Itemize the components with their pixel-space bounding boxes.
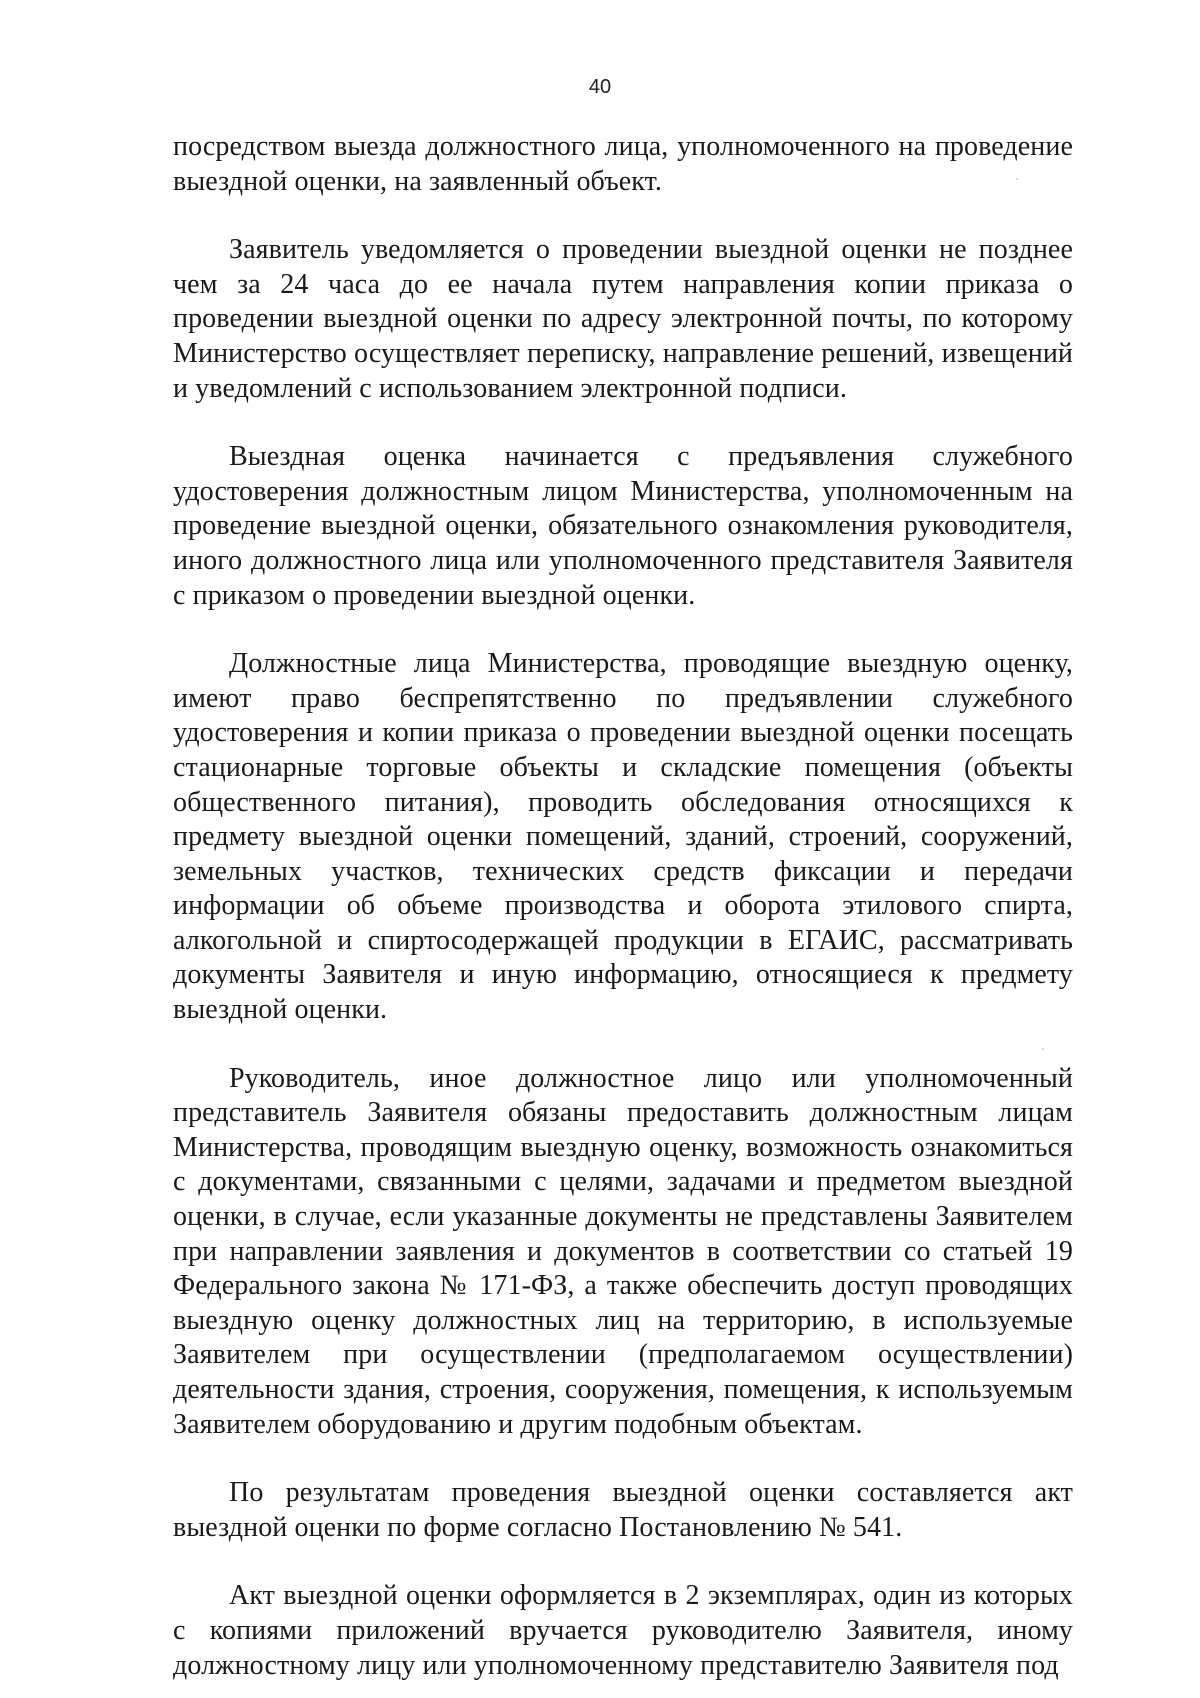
paragraph-officials-rights: Должностные лица Министерства, проводящие выездную оценку, имеют право беспрепятственно по предъявлении служебного удостоверения и копии приказа о проведении выездной оценки посещать стационарные торговые объекты и складские помещения (объекты общественного питания), проводить обследования относящихся к предмету выездной оценки помещений, зданий, строений, сооружений, земельных участков, технических средств фиксации и передачи информации об объеме производства и оборота этилового спирта, алкогольной и спиртосодержащей продукции в ЕГАИС, рассматривать документы Заявителя и иную информацию, относящиеся к предмету выездной оценки.	[173, 648, 1073, 1026]
scan-speck	[1016, 178, 1018, 180]
paragraph-assessment-act: По результатам проведения выездной оценки составляется акт выездной оценки по форме согласно Постановлению № 541.	[173, 1477, 1073, 1543]
paragraph-assessment-start: Выездная оценка начинается с предъявления служебного удостоверения должностным лицом Министерства, уполномоченным на проведение выездной оценки, обязательного ознакомления руководителя, иного должностного лица или уполномоченного представителя Заявителя с приказом о проведении выездной оценки.	[173, 441, 1073, 611]
page-number: 40	[588, 76, 612, 98]
scan-speck	[1042, 1048, 1044, 1050]
paragraph-continuation: посредством выезда должностного лица, уполномоченного на проведение выездной оценки, на заявленный объект.	[173, 131, 1073, 197]
paragraph-applicant-obligations: Руководитель, иное должностное лицо или уполномоченный представитель Заявителя обязаны предоставить должностным лицам Министерства, проводящим выездную оценку, возможность ознакомиться с документами, связанными с целями, задачами и предметом выездной оценки, в случае, если указанные документы не представлены Заявителем при направлении заявления и документов в соответствии со статьей 19 Федерального закона № 171-ФЗ, а также обеспечить доступ проводящих выездную оценку должностных лиц на территорию, в используемые Заявителем при осуществлении (предполагаемом осуществлении) деятельности здания, строения, сооружения, помещения, к используемым Заявителем оборудованию и другим подобным объектам.	[173, 1062, 1073, 1440]
document-body	[173, 130, 1073, 1683]
paragraph-notification: Заявитель уведомляется о проведении выездной оценки не позднее чем за 24 часа до ее начала путем направления копии приказа о проведении выездной оценки по адресу электронной почты, по которому Министерство осуществляет переписку, направление решений, извещений и уведомлений с использованием электронной подписи.	[173, 234, 1073, 404]
paragraph-act-copies: Акт выездной оценки оформляется в 2 экземплярах, один из которых с копиями приложений вручается руководителю Заявителя, иному должностному лицу или уполномоченному представителю Заявителя под	[173, 1580, 1073, 1681]
